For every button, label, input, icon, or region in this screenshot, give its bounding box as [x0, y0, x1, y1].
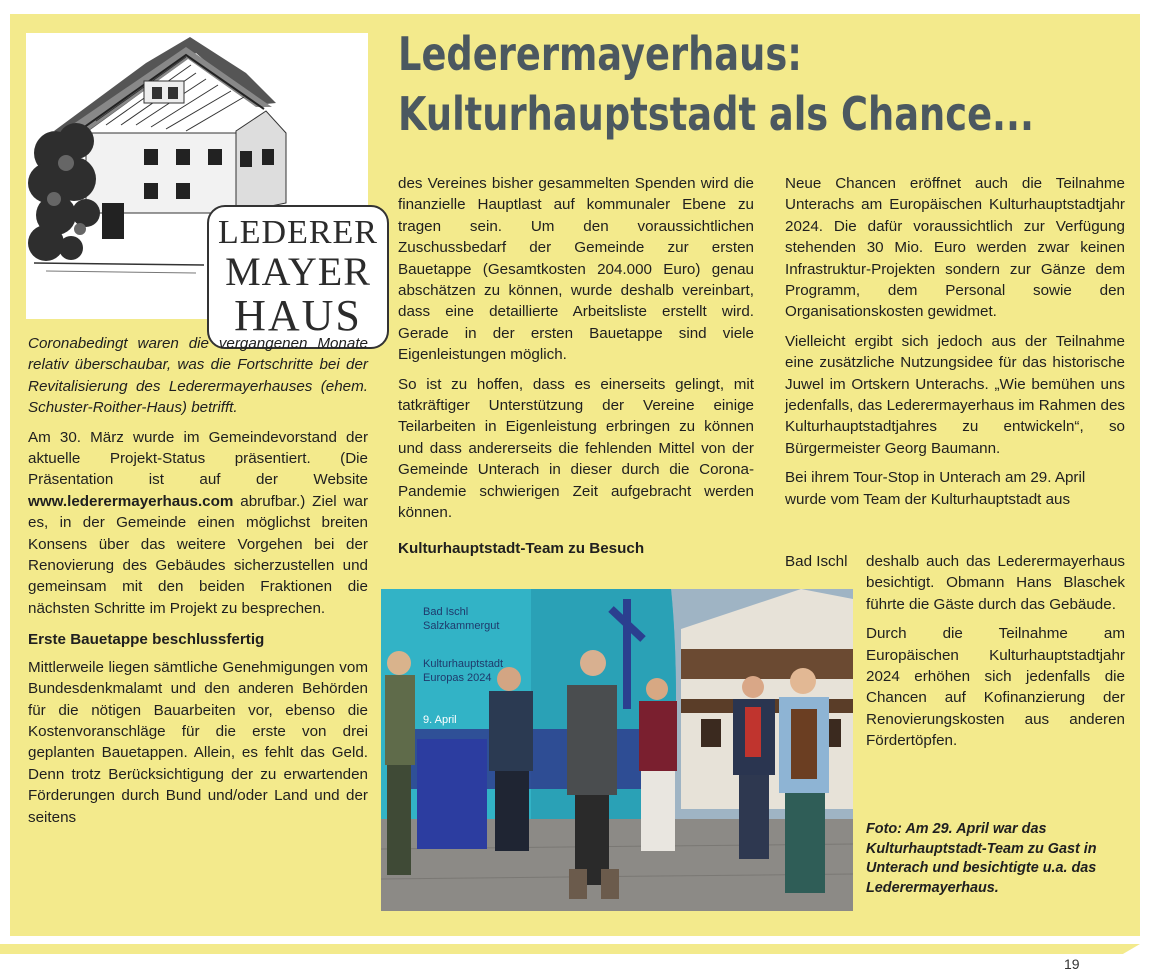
column-3-narrow: [866, 551, 1125, 760]
paragraph-hoffnung: So ist zu hoffen, dass es einerseits gelingt, mit tatkräftiger Unterstützung der Vereine einige Teilarbeiten in Eigenleistung erbringen zu können und dass andererseits die fehlenden Mittel von der Gemeinde Unterach in dieser durch die Corona-Pandemie schwierigen Zeit aufgebracht werden können.: [398, 375, 754, 522]
paragraph-spenden: des Vereines bisher gesammelten Spenden wird die finanzielle Hauptlast auf kommunaler Ebene zu tragen sein. Um den voraussichtlichen Zuschussbedarf der Gemeinde zur ersten Bauetappe (Gesamtkosten 204.000 Euro) genau abschätzen zu können, wurde deshalb vereinbart, dass eine detaillierte Arbeitsliste erstellt wird. Gerade in der ersten Bauetappe sind viele Eigenleistungen möglich.: [398, 175, 754, 364]
section-heading-bauetappe: Erste Bauetappe beschlussfertig: [28, 631, 265, 649]
lederermayerhaus-logo: [26, 33, 378, 340]
banner-line-1: Bad Ischl: [423, 606, 469, 618]
paragraph-nutzungsidee: Vielleicht ergibt sich jedoch aus der Teilnahme eine zusätzliche Nutzungsidee für das historische Juwel im Ortskern Unterachs. „Wie bemühen uns jedenfalls, das Lederermayerhaus im Rahmen des Kulturhauptstadtjahres zu entwickeln“, so Bürgermeister Georg Baumann.: [785, 332, 1125, 457]
person-4: [639, 678, 677, 851]
title-line-1: Lederermayerhaus:: [398, 27, 802, 81]
column-1: [28, 333, 368, 836]
photo-caption: Foto: Am 29. April war das Kulturhauptstadt-Team zu Gast in Unterach und besichtigte u.a. das Lederermayerhaus.: [866, 821, 1097, 896]
logo-line-3: HAUS: [234, 291, 362, 340]
column-2: [398, 173, 754, 565]
paragraph-presentation-text: Am 30. März wurde im Gemeindevorstand der aktuelle Projekt-Status präsentiert. (Die Präsentation ist auf der Website: [28, 428, 368, 489]
photo-illustration: [381, 589, 853, 911]
page-number: 19: [1064, 956, 1080, 972]
paragraph-kofinanzierung: Durch die Teilnahme am Europäischen Kulturhauptstadtjahr 2024 erhöhen sich jedenfalls die Chancen auf Kofinanzierung der Renovierungskosten aus anderen Fördertöpfen.: [866, 625, 1125, 750]
banner-line-3: Kulturhauptstadt: [423, 658, 504, 670]
paragraph-presentation: [28, 427, 368, 620]
section-heading-besuch: Kulturhauptstadt-Team zu Besuch: [398, 539, 645, 557]
logo-wordmark: [207, 205, 389, 349]
paragraph-genehmigungen: Mittlerweile liegen sämtliche Genehmigungen vom Bundesdenkmalamt und den anderen Behörden für die nötigen Bauarbeiten vor, ebenso die Kostenvoranschläge für die erste von drei geplanten Bauetappen. Allein, es fehlt das Geld. Denn trotz Berücksichtigung der zu erwartenden Förderungen durch Bund und/oder Land und der seitens: [28, 658, 368, 826]
article-title: [398, 24, 1034, 144]
person-1: [385, 651, 415, 875]
title-line-2: Kulturhauptstadt als Chance...: [398, 87, 1034, 141]
paragraph-tour-stop: Bei ihrem Tour-Stop in Unterach am 29. April wurde vom Team der Kulturhauptstadt aus: [785, 469, 1086, 508]
banner-line-2: Salzkammergut: [423, 620, 500, 632]
banner-line-5: 9. April: [423, 714, 457, 726]
person-2: [489, 667, 533, 851]
paragraph-presentation-text-2: abrufbar.) Ziel war es, in der Gemeinde einen möglichst breiten Konsens über das weitere Vorgehen bei der Renovierung des Gebäudes sicherzustellen und gemeinsam mit den beiden Fraktionen die nächsten Schritte im Projekt zu besprechen.: [28, 492, 368, 617]
website-link[interactable]: www.lederermayerhaus.com: [28, 492, 234, 510]
banner-line-4: Europas 2024: [423, 672, 492, 684]
bad-ischl-label: Bad Ischl: [785, 553, 848, 570]
logo-line-2: MAYER: [225, 249, 371, 294]
lead-paragraph: Coronabedingt waren die vergangenen Monate relativ überschaubar, was die Fortschritte bei der Revitalisierung des Lederermayerhauses (ehem. Schuster-Roither-Haus) betrifft.: [28, 335, 368, 417]
person-6: [779, 668, 829, 893]
paragraph-chancen: Neue Chancen eröffnet auch die Teilnahme Unterachs am Europäischen Kulturhauptstadtjahr 2024. Die dafür voraussichtlich zur Verfügung stehenden 30 Mio. Euro werden zwar keinen Infrastruktur-Projekten sondern zur Gänze dem Programm, dem Personal sowie den Organisationskosten gewidmet.: [785, 175, 1125, 321]
column-3: [785, 173, 1125, 570]
bottom-band: [0, 944, 1140, 954]
logo-line-1: LEDERER: [218, 214, 378, 251]
paragraph-besichtigung: deshalb auch das Lederermayerhaus besichtigt. Obmann Hans Blaschek führte die Gäste durch das Gebäude.: [866, 553, 1125, 613]
person-5: [733, 676, 775, 859]
team-photo: [381, 589, 853, 911]
